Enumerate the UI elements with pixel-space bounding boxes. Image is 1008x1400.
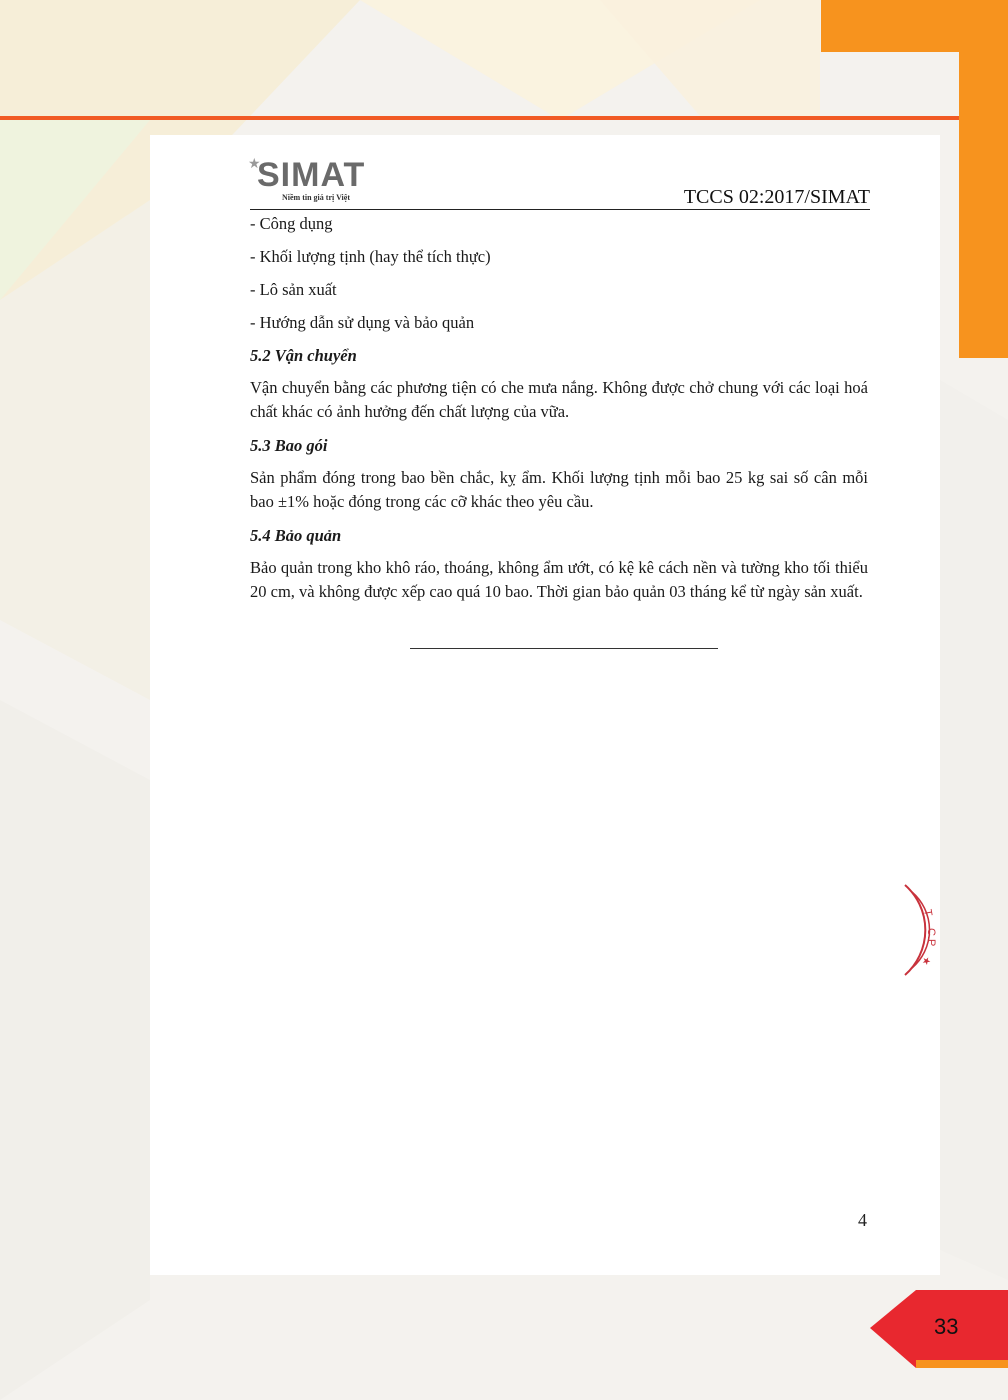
bullet-item: - Công dụng <box>250 214 333 233</box>
svg-text:★: ★ <box>919 955 932 967</box>
bullet-item: - Lô sản xuất <box>250 280 337 299</box>
svg-text:T: T <box>921 908 935 918</box>
page-number: 4 <box>858 1210 867 1230</box>
document-code: TCCS 02:2017/SIMAT <box>683 186 870 208</box>
simat-logo: SIMAT <box>257 156 366 194</box>
section-paragraph: Bảo quản trong kho khô ráo, thoáng, không ẩm ướt, có kệ kê cách nền và tường kho tối thiểu 20 cm, và không được xếp cao quá 10 bao. Thời gian bảo quản 03 tháng kể từ ngày sản xuất. <box>250 558 868 601</box>
section-heading: 5.4 Bảo quản <box>250 526 342 545</box>
booklet-page-number: 33 <box>934 1314 959 1339</box>
bottom-orange-bar <box>916 1360 1008 1368</box>
logo-tagline: Niềm tin giá trị Việt <box>282 193 350 202</box>
svg-text:C.P: C.P <box>925 928 937 947</box>
end-rule <box>410 648 718 649</box>
right-orange-bar <box>959 52 1008 358</box>
header-red-rule <box>0 116 959 120</box>
company-seal-stamp <box>900 880 950 980</box>
bullet-item: - Khối lượng tịnh (hay thể tích thực) <box>250 247 491 266</box>
section-paragraph: Sản phẩm đóng trong bao bền chắc, kỵ ẩm. Khối lượng tịnh mỗi bao 25 kg sai số cân mỗi bao ±1% hoặc đóng trong các cỡ khác theo yêu cầu. <box>250 468 868 511</box>
bullet-item: - Hướng dẫn sử dụng và bảo quản <box>250 313 475 332</box>
section-paragraph: Vận chuyển bằng các phương tiện có che mưa nắng. Không được chở chung với các loại hoá chất khác có ảnh hưởng đến chất lượng của vữa. <box>250 378 868 421</box>
top-orange-bar <box>821 0 1008 52</box>
section-heading: 5.3 Bao gói <box>250 436 328 455</box>
document-body <box>250 210 868 614</box>
logo-star-icon: ★ <box>248 157 261 172</box>
section-heading: 5.2 Vận chuyển <box>250 346 357 365</box>
